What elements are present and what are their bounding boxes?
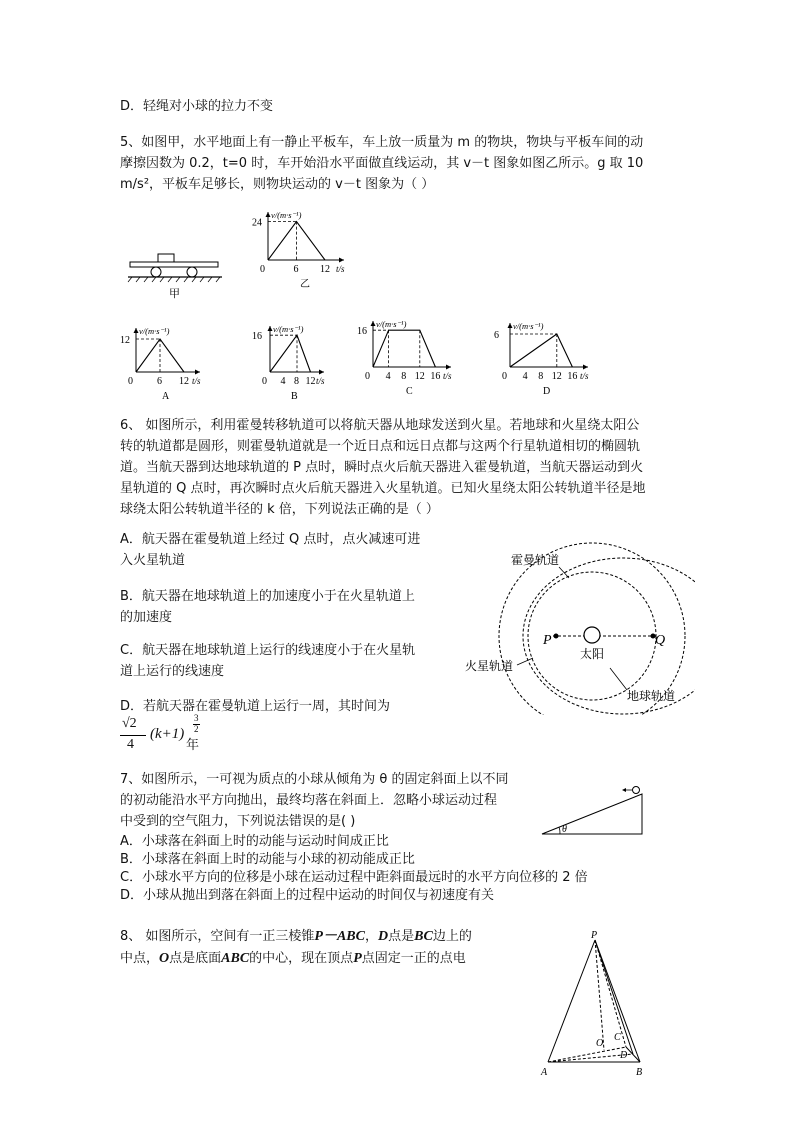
sun [584, 627, 600, 643]
wheel-right [187, 267, 197, 277]
ground-hatching [128, 277, 220, 282]
caption-jia: 甲 [169, 288, 180, 300]
velocity-arrowhead [622, 788, 626, 792]
q6-option-c-line-1: C．航天器在地球轨道上运行的线速度小于在火星轨 [120, 643, 416, 658]
formula-k-plus-1: (k+1) [150, 726, 185, 742]
q6-stem-line-4: 星轨道的 Q 点时，再次瞬时点火后航天器进入火星轨道。已知火星绕太阳公转轨道半径是地 [120, 481, 646, 496]
x-tick-label: 4 [522, 371, 528, 382]
formula-fraction-bar [120, 735, 146, 736]
q7-option-a: A．小球落在斜面上时的动能与运动时间成正比 [120, 834, 389, 849]
label-p: P [543, 633, 552, 648]
point-p [554, 634, 559, 639]
q8-math-o: O [159, 951, 170, 966]
x-tick-label: 16 [430, 371, 441, 382]
chart-caption: A [162, 391, 170, 400]
theta-label: θ [562, 824, 567, 835]
q8-text-6: 点是底面 [169, 951, 222, 966]
x-tick-label: 0 [262, 376, 267, 387]
label-p: P [591, 930, 598, 941]
q8-text-1: 8、 如图所示，空间有一正三棱锥 [120, 929, 315, 944]
chart-a [118, 308, 228, 400]
x-tick-label: 0 [365, 371, 370, 382]
q8-tetrahedron-diagram [538, 925, 658, 1080]
y-axis-label: v/(m·s⁻¹) [273, 324, 304, 334]
y-tick-label: 6 [494, 330, 499, 341]
q7-stem-line-2: 的初动能沿水平方向抛出，最终均落在斜面上．忽略小球运动过程 [120, 793, 498, 808]
x-tick-label: 8 [294, 376, 299, 387]
q8-math-pabc: P－ABC [314, 929, 365, 944]
q6-option-b-line-1: B．航天器在地球轨道上的加速度小于在火星轨道上 [120, 589, 415, 604]
x-tick-label: 4 [280, 376, 286, 387]
y-tick-label: 16 [357, 326, 367, 338]
x-axis-label: t/s [443, 371, 452, 381]
label-c: C [614, 1032, 621, 1043]
q8-text-8: 点固定一正的点电 [361, 951, 466, 966]
q8-text-4: 边上的 [432, 929, 472, 944]
incline [542, 794, 642, 834]
q8-stem-line-1 [120, 927, 472, 947]
label-o: O [596, 1038, 604, 1049]
edge-pa [548, 940, 595, 1062]
label-a: A [541, 1067, 548, 1078]
y-tick-label: 16 [252, 331, 262, 343]
q6-option-c-line-2: 道上运行的线速度 [120, 664, 225, 679]
q6-option-a-line-2: 入火星轨道 [120, 553, 186, 568]
x-tick-label: 8 [401, 371, 407, 382]
q8-text-3: 点是 [388, 929, 415, 944]
chart-caption: D [543, 386, 551, 397]
cart-deck [130, 262, 218, 267]
q7-option-d: D．小球从抛出到落在斜面上的过程中运动的时间仅与初速度有关 [120, 888, 495, 903]
q8-math-p: P [353, 951, 362, 966]
x-tick-label: 4 [385, 371, 391, 382]
chart-b [250, 308, 350, 400]
x-tick-label: 12 [179, 376, 189, 387]
formula-exp-den: 2 [194, 724, 199, 734]
y-axis-arrow [266, 212, 271, 217]
label-q: Q [655, 633, 666, 648]
x-tick-label: 6 [157, 376, 162, 387]
q6-option-d: D．若航天器在霍曼轨道上运行一周，其时间为 [120, 699, 391, 714]
y-axis-arrow [508, 323, 513, 328]
wheel-left [151, 267, 161, 277]
mars-leader [517, 658, 533, 665]
q7-stem-line-1: 7、如图所示，一可视为质点的小球从倾角为 θ 的固定斜面上以不同 [120, 772, 509, 787]
q7-stem-line-3: 中受到的空气阻力，下列说法错误的是( ) [120, 814, 356, 829]
q8-stem-line-2 [120, 949, 466, 969]
x-axis-arrow [319, 370, 324, 375]
x-tick-label: 12 [305, 376, 316, 387]
q7-option-b: B．小球落在斜面上时的动能与小球的初动能成正比 [120, 852, 415, 867]
q6-stem-line-1: 6、 如图所示，利用霍曼转移轨道可以将航天器从地球发送到火星。若地球和火星绕太阳公 [120, 418, 640, 433]
label-hohmann: 霍曼轨道 [511, 553, 560, 567]
block [158, 254, 174, 262]
q6-option-b-line-2: 的加速度 [120, 610, 173, 625]
label-sun: 太阳 [580, 647, 605, 661]
q8-text-5: 中点， [120, 951, 160, 966]
chart-d [492, 305, 602, 400]
x-tick-label: 0 [502, 371, 507, 382]
edge-pc [595, 940, 626, 1047]
q6-stem-line-2: 转的轨道都是圆形，则霍曼轨道就是一个近日点和远日点都与这两个行星轨道相切的椭圆轨 [120, 439, 641, 454]
chart-c [355, 305, 465, 400]
q7-option-c: C．小球水平方向的位移是小球在运动过程中距斜面最远时的水平方向位移的 2 倍 [120, 870, 588, 885]
label-b: B [636, 1067, 643, 1078]
q5-stem-line-1: 5、如图甲，水平地面上有一静止平板车，车上放一质量为 m 的物块，物块与平板车间的动 [120, 135, 644, 150]
y-axis-label: v/(m·s⁻¹) [376, 319, 407, 329]
formula-exp-num: 3 [194, 713, 199, 723]
chart-caption: B [291, 391, 298, 400]
x-tick-label: 12 [320, 264, 330, 275]
q8-math-d: D [378, 929, 389, 944]
formula-denominator: 4 [127, 737, 134, 752]
y-axis-arrow [371, 321, 376, 326]
y-axis-arrow [134, 328, 139, 333]
earth-leader [610, 668, 627, 690]
chart-yi [250, 200, 360, 290]
x-axis-arrow [195, 370, 200, 375]
label-mars-orbit: 火星轨道 [465, 659, 514, 673]
label-earth-orbit: 地球轨道 [627, 689, 676, 703]
q6-period-formula [118, 713, 218, 756]
x-tick-label: 12 [414, 371, 425, 382]
q6-option-a-line-1: A．航天器在霍曼轨道上经过 Q 点时，点火减速可进 [120, 532, 421, 547]
x-axis-arrow [339, 258, 344, 263]
series-line [270, 335, 311, 372]
y-tick-label: 24 [252, 217, 262, 229]
edge-ac [548, 1047, 626, 1062]
x-tick-label: 6 [293, 264, 299, 275]
y-axis-label: v/(m·s⁻¹) [271, 210, 302, 220]
q4-option-d: D．轻绳对小球的拉力不变 [120, 99, 274, 114]
q8-math-abc: ABC [221, 951, 250, 966]
q5-stem-line-3: m/s²，平板车足够长，则物块运动的 v－t 图象为（ ） [120, 177, 435, 192]
x-tick-label: 0 [128, 376, 133, 387]
y-axis-arrow [268, 326, 273, 331]
series-line [373, 330, 435, 367]
q6-stem-line-3: 道。当航天器到达地球轨道的 P 点时，瞬时点火后航天器进入霍曼轨道，当航天器运动到火 [120, 460, 644, 475]
formula-unit-year: 年 [186, 738, 200, 753]
x-axis-label: t/s [336, 264, 345, 274]
q7-incline-diagram [540, 780, 660, 840]
chart-caption: 乙 [300, 279, 310, 290]
q6-orbit-diagram [455, 540, 695, 715]
series-line [510, 334, 572, 367]
chart-caption: C [406, 386, 413, 397]
hohmann-leader [559, 567, 569, 578]
x-tick-label: 0 [260, 264, 265, 275]
y-axis-label: v/(m·s⁻¹) [139, 326, 170, 336]
ball [633, 787, 640, 794]
q8-text-7: 的中心，现在顶点 [249, 951, 354, 966]
x-tick-label: 16 [567, 371, 578, 382]
x-axis-label: t/s [316, 376, 325, 386]
q8-text-2: ， [364, 929, 378, 944]
q5-stem-line-2: 摩擦因数为 0.2，t=0 时，车开始沿水平面做直线运动，其 v－t 图象如图乙所示。g 取 10 [120, 156, 644, 171]
cart-figure [128, 254, 222, 300]
label-d: D [620, 1050, 628, 1061]
formula-sqrt2: √2 [122, 716, 137, 731]
x-axis-arrow [446, 365, 451, 370]
x-tick-label: 12 [551, 371, 562, 382]
q6-stem-line-5: 球绕太阳公转轨道半径的 k 倍，下列说法正确的是（ ） [120, 502, 439, 517]
x-axis-label: t/s [192, 376, 201, 386]
y-tick-label: 12 [120, 335, 130, 346]
y-axis-label: v/(m·s⁻¹) [513, 321, 544, 331]
q8-math-bc: BC [414, 929, 433, 944]
x-axis-arrow [583, 365, 588, 370]
x-axis-label: t/s [580, 371, 589, 381]
x-tick-label: 8 [538, 371, 544, 382]
